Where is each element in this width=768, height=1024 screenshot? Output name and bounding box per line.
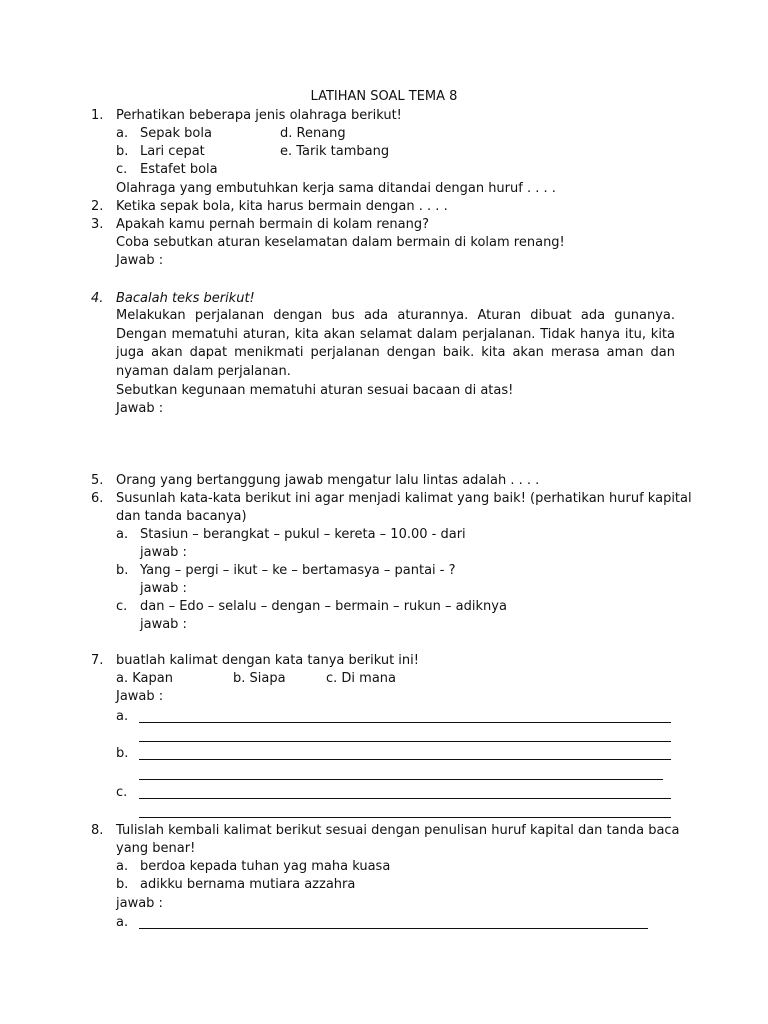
q7-line-b-label: b. bbox=[116, 746, 129, 761]
q7-word-a: a. Kapan bbox=[116, 671, 173, 686]
q7-line-c-label: c. bbox=[116, 785, 128, 800]
q8-answer-line-a[interactable] bbox=[139, 928, 648, 929]
q1-question: Olahraga yang embutuhkan kerja sama ditandai dengan huruf . . . . bbox=[116, 181, 556, 196]
q1-text: Perhatikan beberapa jenis olahraga berikut! bbox=[116, 108, 402, 123]
q8-answer-label: jawab : bbox=[116, 896, 163, 911]
q1-option-e: e. Tarik tambang bbox=[280, 144, 390, 159]
q1-option-d: d. Renang bbox=[280, 126, 346, 141]
q1-a-label: a. bbox=[116, 126, 129, 141]
q6-a-label: a. bbox=[116, 527, 129, 542]
q7-answer-line-b2[interactable] bbox=[139, 779, 663, 780]
q3-number: 3. bbox=[91, 217, 104, 232]
q6-item-b: Yang – pergi – ikut – ke – bertamasya – pantai - ? bbox=[140, 563, 456, 578]
q4-paragraph: Melakukan perjalanan dengan bus ada aturannya. Aturan dibuat ada gunanya. Dengan mematuhi aturan, kita akan selamat dalam perjalanan. Tidak hanya itu, kita juga akan dapat menikmati perjalanan dengan baik. kita akan merasa aman dan nyaman dalam perjalanan. bbox=[116, 308, 675, 379]
q5-text: Orang yang bertanggung jawab mengatur lalu lintas adalah . . . . bbox=[116, 473, 540, 488]
q5-number: 5. bbox=[91, 473, 104, 488]
q7-word-b: b. Siapa bbox=[233, 671, 286, 686]
q6-c-answer-label: jawab : bbox=[140, 617, 187, 632]
q1-option-c: Estafet bola bbox=[140, 162, 218, 177]
q8-item-a: berdoa kepada tuhan yag maha kuasa bbox=[140, 859, 391, 874]
q1-option-b: Lari cepat bbox=[140, 144, 205, 159]
q7-answer-line-a1[interactable] bbox=[139, 722, 671, 723]
q8-a-label: a. bbox=[116, 859, 129, 874]
q7-answer-line-a2[interactable] bbox=[139, 741, 671, 742]
q7-answer-line-b1[interactable] bbox=[139, 759, 671, 760]
q4-answer-label: Jawab : bbox=[116, 401, 164, 416]
q7-answer-line-c2[interactable] bbox=[139, 817, 671, 818]
q8-text2: yang benar! bbox=[116, 841, 196, 856]
q3-text: Apakah kamu pernah bermain di kolam renang? bbox=[116, 217, 430, 232]
q7-answer-line-c1[interactable] bbox=[139, 798, 671, 799]
q6-number: 6. bbox=[91, 491, 104, 506]
q7-line-a-label: a. bbox=[116, 709, 129, 724]
q4-number: 4. bbox=[91, 291, 104, 306]
q1-option-a: Sepak bola bbox=[140, 126, 212, 141]
q8-b-label: b. bbox=[116, 877, 129, 892]
q7-number: 7. bbox=[91, 653, 104, 668]
q3-answer-label: Jawab : bbox=[116, 253, 164, 268]
q1-b-label: b. bbox=[116, 144, 129, 159]
q6-item-a: Stasiun – berangkat – pukul – kereta – 10.00 - dari bbox=[140, 527, 466, 542]
q2-text: Ketika sepak bola, kita harus bermain dengan . . . . bbox=[116, 199, 448, 214]
q6-a-answer-label: jawab : bbox=[140, 545, 187, 560]
q8-line-a-label: a. bbox=[116, 915, 129, 930]
q6-b-label: b. bbox=[116, 563, 129, 578]
q7-word-c: c. Di mana bbox=[326, 671, 397, 686]
q8-item-b: adikku bernama mutiara azzahra bbox=[140, 877, 356, 892]
q7-answer-label: Jawab : bbox=[116, 689, 164, 704]
q7-text: buatlah kalimat dengan kata tanya berikut ini! bbox=[116, 653, 419, 668]
q6-b-answer-label: jawab : bbox=[140, 581, 187, 596]
q4-text: Bacalah teks berikut! bbox=[116, 291, 255, 306]
q6-text2: dan tanda bacanya) bbox=[116, 509, 247, 524]
q1-c-label: c. bbox=[116, 162, 128, 177]
q6-c-label: c. bbox=[116, 599, 128, 614]
q8-text: Tulislah kembali kalimat berikut sesuai dengan penulisan huruf kapital dan tanda baca bbox=[116, 823, 680, 838]
q1-number: 1. bbox=[91, 108, 104, 123]
q3-text2: Coba sebutkan aturan keselamatan dalam bermain di kolam renang! bbox=[116, 235, 565, 250]
q8-number: 8. bbox=[91, 823, 104, 838]
page-title: LATIHAN SOAL TEMA 8 bbox=[310, 89, 458, 104]
q6-item-c: dan – Edo – selalu – dengan – bermain – rukun – adiknya bbox=[140, 599, 507, 614]
q4-question: Sebutkan kegunaan mematuhi aturan sesuai bacaan di atas! bbox=[116, 383, 514, 398]
q2-number: 2. bbox=[91, 199, 104, 214]
q6-text: Susunlah kata-kata berikut ini agar menjadi kalimat yang baik! (perhatikan huruf kapital bbox=[116, 491, 692, 506]
